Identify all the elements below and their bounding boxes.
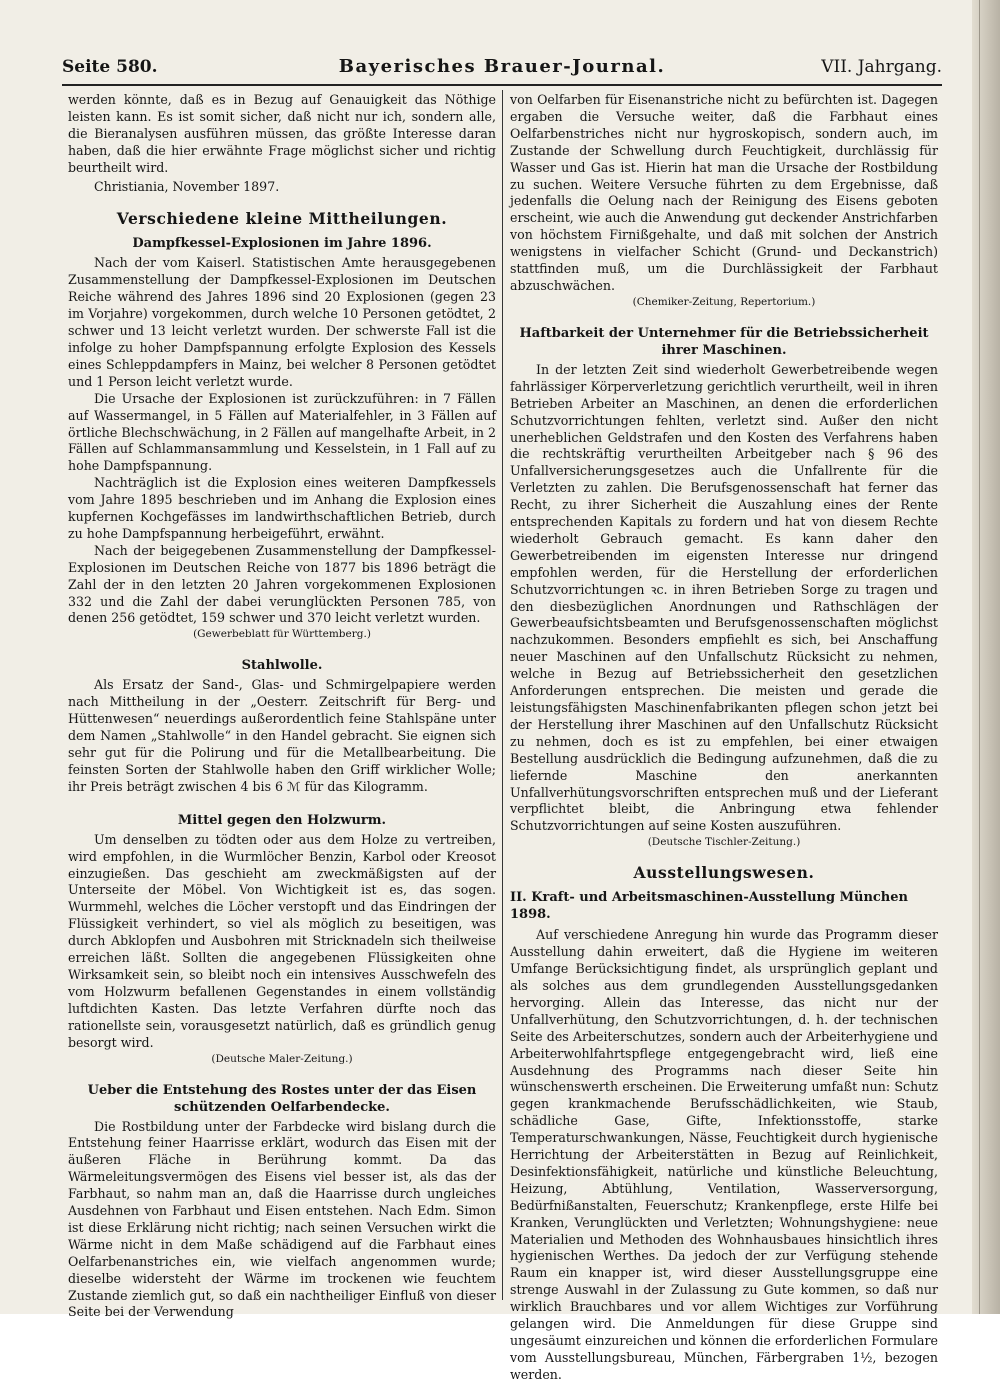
volume-label: VII. Jahrgang. xyxy=(821,57,942,77)
source-citation: (Deutsche Tischler-Zeitung.) xyxy=(647,836,801,849)
page-edge xyxy=(972,0,1000,1314)
intro-paragraph: werden könnte, daß es in Bezug auf Genauigkeit das Nöthige leisten kann. Es ist somit sicher, daß nicht nur ich, sondern alle, die Bieranalysen ausführen müssen, das größte Interesse daran haben, daß die hier erwähnte Frage möglichst sicher und richtig beurtheilt wird. xyxy=(68,92,496,175)
source-citation: (Gewerbeblatt für Württemberg.) xyxy=(193,628,371,641)
page-edge-line xyxy=(979,0,980,1314)
section-heading: Verschiedene kleine Mittheilungen. xyxy=(116,209,448,229)
column-divider xyxy=(502,90,503,1300)
journal-title: Bayerisches Brauer-Journal. xyxy=(338,56,666,77)
article-paragraph: Nach der vom Kaiserl. Statistischen Amte herausgegebenen Zusammenstellung der Dampfkessel-Explosionen im Deutschen Reiche während des Jahres 1896 sind 20 Explosionen (gegen 23 im Vorjahre) vorgekommen, durch welche 10 Personen getödtet, 2 schwer und 13 leicht verletzt wurden. Der schwerste Fall ist die infolge zu hoher Dampfspannung erfolgte Explosion des Kessels eines Schleppdampfers in Mainz, bei welcher 8 Personen getödtet und 1 Person leicht verletzt wurde. xyxy=(68,255,496,389)
source-citation: (Chemiker-Zeitung, Repertorium.) xyxy=(632,295,816,308)
article-paragraph: Nachträglich ist die Explosion eines weiteren Dampfkessels vom Jahre 1895 beschrieben und im Anhang die Explosion eines kupfernen Kochgefässes im landwirthschaftlichen Betrieb, durch zu hohe Dampfspannung herbeigeführt, erwähnt. xyxy=(68,475,496,541)
article-paragraph: Als Ersatz der Sand-, Glas- und Schmirgelpapiere werden nach Mittheilung in der „Oesterr. Zeitschrift für Berg- und Hüttenwesen“ neuerdings außerordentlich feine Stahlspäne unter dem Namen „Stahlwolle“ in den Handel gebracht. Sie eignen sich sehr gut für die Polirung und für die Metallbearbeitung. Die feinsten Sorten der Stahlwolle haben den Griff wirklicher Wolle; ihr Preis beträgt zwischen 4 bis 6 ℳ für das Kilogramm. xyxy=(68,677,496,794)
article-heading: II. Kraft- und Arbeitsmaschinen-Ausstellung München 1898. xyxy=(510,890,908,923)
right-column xyxy=(510,92,938,1382)
article-heading: Haftbarkeit der Unternehmer für die Betriebssicherheit ihrer Maschinen. xyxy=(519,325,929,358)
article-paragraph: Die Ursache der Explosionen ist zurückzuführen: in 7 Fällen auf Wassermangel, in 5 Fällen auf Materialfehler, in 3 Fällen auf örtliche Blechschwächung, in 2 Fällen auf mangelhafte Arbeit, in 2 Fällen auf Schlammansammlung und Kesselstein, in 1 Fall auf zu hohe Dampfspannung. xyxy=(68,390,496,474)
article-heading: Ueber die Entstehung des Rostes unter der das Eisen schützenden Oelfarbendecke. xyxy=(87,1082,477,1115)
article-paragraph: Um denselben zu tödten oder aus dem Holze zu vertreiben, wird empfohlen, in die Wurmlöcher Benzin, Karbol oder Kreosot einzugießen. Das geschieht am zweckmäßigsten auf der Unterseite der Möbel. Von Wichtigkeit ist es, das sogen. Wurmmehl, welches die Löcher verstopft und das Eindringen der Flüssigkeit verhindert, so viel als möglich zu beseitigen, was durch Abklopfen und Ausbohren mit Stricknadeln sich theilweise erreichen läßt. Sollten die angegebenen Flüssigkeiten ohne Wirksamkeit sein, so bleibt noch ein intensives Ausschwefeln des vom Holzwurm befallenen Gegenstandes in einem vollständig luftdichten Kasten. Das letzte Verfahren dürfte noch das rationellste sein, vorausgesetzt natürlich, daß es gründlich genug besorgt wird. xyxy=(68,831,496,1050)
dateline: Christiania, November 1897. xyxy=(94,178,280,194)
continued-paragraph: von Oelfarben für Eisenanstriche nicht zu befürchten ist. Dagegen ergaben die Versuche weiter, daß die Farbhaut eines Oelfarbenstriches nicht nur hygroskopisch, sondern auch, im Zustande der Schwellung durch Feuchtigkeit, durchlässig für Wasser und Gas ist. Hierin hat man die Ursache der Rostbildung zu suchen. Weitere Versuche führten zu dem Ergebnisse, daß jedenfalls die Oelung nach der Reinigung des Eisens geboten erscheint, wie auch die Anwendung gut deckender Anstrichfarben von höchstem Firnißgehalte, und daß mit solchen der Anstrich wenigstens in vielfacher Schicht (Grund- und Deckanstrich) stattfinden muß, um die Durchlässigkeit der Farbhaut abzuschwächen. xyxy=(510,92,938,293)
header-rule xyxy=(62,84,942,86)
article-heading: Stahlwolle. xyxy=(241,658,323,674)
left-column xyxy=(68,92,496,1320)
article-heading: Mittel gegen den Holzwurm. xyxy=(177,812,387,828)
page-header xyxy=(62,52,942,86)
article-heading: Dampfkessel-Explosionen im Jahre 1896. xyxy=(132,236,432,252)
article-paragraph: Nach der beigegebenen Zusammenstellung der Dampfkessel-Explosionen im Deutschen Reiche von 1877 bis 1896 beträgt die Zahl der in den letzten 20 Jahren vorgekommenen Explosionen 332 und die Zahl der dabei verunglückten Personen 785, von denen 256 getödtet, 159 schwer und 370 leicht verletzt wurden. xyxy=(68,542,496,626)
article-paragraph: Auf verschiedene Anregung hin wurde das Programm dieser Ausstellung dahin erweitert, daß die Hygiene im weiteren Umfange Berücksichtigung findet, als ursprünglich geplant und als solches aus dem grundlegenden Ausstellungsgedanken hervorging. Allein das Interesse, das nicht nur der Unfallverhütung, den Schutzvorrichtungen, d. h. der technischen Seite des Arbeiterschutzes, sondern auch der Arbeiterhygiene und Arbeiterwohlfahrtspflege entgegengebracht wird, ließ eine Ausdehnung des Programms nach dieser Seite hin wünschenswerth erscheinen. Die Erweiterung umfaßt nun: Schutz gegen krankmachende Berufsschädlichkeiten, wie Staub, schädliche Gase, Gifte, Infektionsstoffe, starke Temperaturschwankungen, Nässe, Feuchtigkeit durch hygienische Herrichtung der Arbeiterstätten in Bezug auf Reinlichkeit, Desinfektionsfähigkeit, natürliche und künstliche Beleuchtung, Heizung, Abtühlung, Ventilation, Wasserversorgung, Bedürfnißanstalten, Feuerschutz; Krankenpflege, erste Hilfe bei Kranken, Verunglückten und Verletzten; Wohnungshygiene: neue Materialien und Methoden des Wohnhausbaues hinsichtlich ihres hygienischen Werthes. Da jedoch der zur Verfügung stehende Raum ein knapper ist, wird dieser Ausstellungsgruppe eine strenge Auswahl in der Zulassung zu Gute kommen, so daß nur wirklich Brauchbares und vor allem Wichtiges zur Vorführung gelangen wird. Die Anmeldungen für diese Gruppe sind ungesäumt einzureichen und können die erforderlichen Formulare vom Ausstellungsbureau, München, Färbergraben 1½, bezogen werden. xyxy=(510,927,938,1382)
article-paragraph: Die Rostbildung unter der Farbdecke wird bislang durch die Entstehung feiner Haarrisse erklärt, wodurch das Eisen mit der äußeren Fläche in Berührung kommt. Da das Wärmeleitungsvermögen des Eisens viel besser ist, als das der Farbhaut, so nahm man an, daß die Haarrisse durch ungleiches Ausdehnen von Farbhaut und Eisen entstehen. Nach Edm. Simon ist diese Erklärung nicht richtig; nach seinen Versuchen wirkt die Wärme nicht in dem Maße schädigend auf die Farbhaut eines Oelfarbenanstriches ein, wie vielfach angenommen wurde; dieselbe widersteht der Wärme im trockenen wie feuchtem Zustande ziemlich gut, so daß ein nachtheiliger Einfluß von dieser Seite bei der Verwendung xyxy=(68,1118,496,1320)
page-number: Seite 580. xyxy=(62,57,158,77)
section-heading: Ausstellungswesen. xyxy=(633,863,815,883)
article-paragraph: In der letzten Zeit sind wiederholt Gewerbetreibende wegen fahrlässiger Körperverletzung gerichtlich verurtheilt, weil in ihren Betrieben Arbeiter an Maschinen, an denen die erforderlichen Schutzvorrichtungen fehlten, verletzt sind. Außer den nicht unerheblichen Geldstrafen und den Kosten des Verfahrens haben die rechtskräftig verurtheilten Arbeitgeber nach § 96 des Unfallversicherungsgesetzes auch die Unfallrente für die Verletzten zu zahlen. Die Berufsgenossenschaft hat ferner das Recht, zu ihrer Sicherheit die Auszahlung eines der Rente entsprechenden Kapitals zu fordern und hat von diesem Rechte wiederholt Gebrauch gemacht. Es kann daher den Gewerbetreibenden im eigensten Interesse nur dringend empfohlen werden, für die Herstellung der erforderlichen Schutzvorrichtungen ꝛc. in ihren Betrieben Sorge zu tragen und den diesbezüglichen Anordnungen und Rathschlägen der Gewerbeaufsichtsbeamten und Berufsgenossenschaften möglichst nachzukommen. Besonders empfiehlt es sich, bei Anschaffung neuer Maschinen auf den Unfallschutz Rücksicht zu nehmen, welche in Bezug auf Betriebssicherheit den gesetzlichen Anforderungen entsprechen. Die meisten und gerade die leistungsfähigsten Maschinenfabrikanten pflegen schon jetzt bei der Herstellung ihrer Maschinen auf den Unfallschutz Rücksicht zu nehmen, doch es ist zu empfehlen, bei einer etwaigen Bestellung ausdrücklich die Bedingung aufzunehmen, daß die zu liefernde Maschine den anerkannten Unfallverhütungsvorschriften entsprechen muß und der Lieferant verpflichtet bleibt, die Anbringung etwa fehlender Schutzvorrichtungen auf seine Kosten auszuführen. xyxy=(510,361,938,834)
source-citation: (Deutsche Maler-Zeitung.) xyxy=(211,1052,353,1065)
